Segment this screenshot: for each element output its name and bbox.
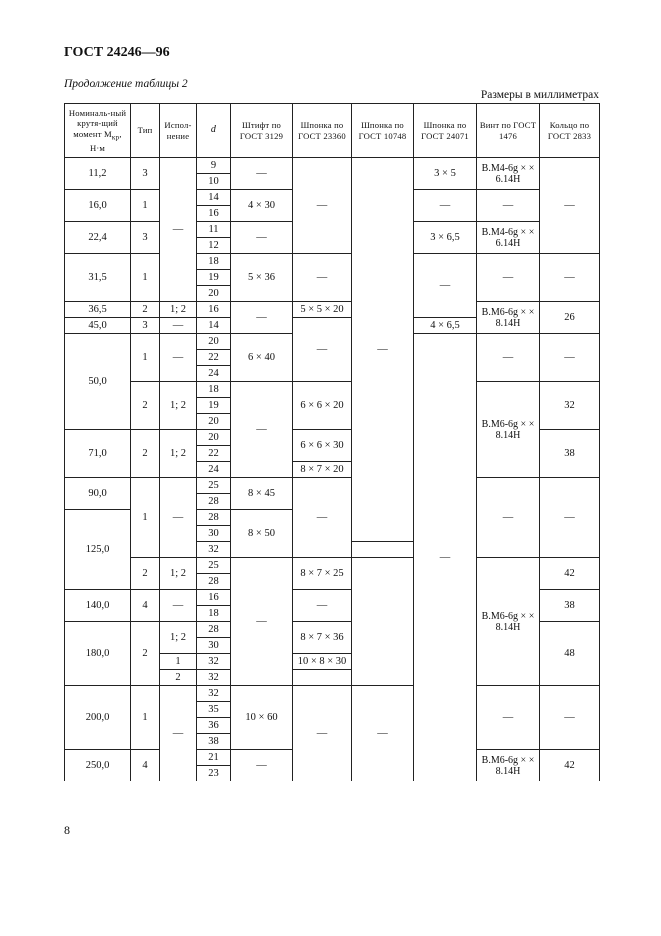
key23360-cell: 6 × 6 × 20	[293, 382, 352, 430]
torque-cell: 31,5	[65, 254, 131, 302]
d-cell: 22	[197, 446, 231, 462]
d-cell: 16	[197, 206, 231, 222]
key23360-cell: 8 × 7 × 20	[293, 462, 352, 478]
units-note: Размеры в миллиметрах	[480, 89, 599, 101]
d-cell: 25	[197, 558, 231, 574]
d-cell: 18	[197, 254, 231, 270]
d-cell: 16	[197, 590, 231, 606]
header-torque-label: Номиналь-ный крутя-щий момент M	[68, 107, 127, 139]
screw-cell: —	[477, 190, 540, 222]
type-cell: 2	[131, 622, 160, 686]
type-cell: 1	[131, 334, 160, 382]
type-cell: 2	[131, 558, 160, 590]
header-torque-unit: , Н·м	[89, 128, 122, 153]
key23360-cell	[293, 670, 352, 686]
d-cell: 28	[197, 574, 231, 590]
ring-cell: —	[540, 254, 600, 302]
key23360-cell: 6 × 6 × 30	[293, 430, 352, 462]
ring-cell: 32	[540, 382, 600, 430]
key10748-cell: —	[352, 158, 414, 542]
type-cell: 3	[131, 222, 160, 254]
ring-cell: —	[540, 686, 600, 750]
pin-cell: 6 × 40	[231, 334, 293, 382]
d-cell: 19	[197, 398, 231, 414]
key10748-cell	[352, 558, 414, 686]
table-row	[65, 254, 600, 270]
type-cell: 2	[131, 382, 160, 430]
page-number: 8	[64, 823, 70, 837]
screw-cell: —	[477, 254, 540, 302]
d-cell: 18	[197, 382, 231, 398]
key24071-cell: —	[414, 254, 477, 318]
table-row	[65, 302, 600, 318]
torque-cell: 180,0	[65, 622, 131, 686]
header-torque	[65, 104, 131, 158]
pin-cell: —	[231, 750, 293, 782]
torque-cell: 140,0	[65, 590, 131, 622]
standard-header: ГОСТ 24246—96	[64, 45, 170, 60]
table-continuation-caption: Продолжение таблицы 2	[64, 78, 188, 90]
key23360-cell: 8 × 7 × 25	[293, 558, 352, 590]
key24071-cell: —	[414, 190, 477, 222]
table-row	[65, 558, 600, 574]
d-cell: 30	[197, 526, 231, 542]
screw-cell: —	[477, 478, 540, 558]
table-header-row	[65, 104, 600, 158]
version-cell: 1; 2	[160, 558, 197, 590]
version-cell: 1; 2	[160, 622, 197, 654]
d-cell: 20	[197, 334, 231, 350]
version-cell: 1; 2	[160, 302, 197, 318]
ring-cell: 38	[540, 430, 600, 478]
header-type: Тип	[131, 104, 160, 158]
key24071-cell: 4 × 6,5	[414, 318, 477, 334]
d-cell: 35	[197, 702, 231, 718]
key23360-cell: —	[293, 158, 352, 254]
ring-cell: —	[540, 334, 600, 382]
d-cell: 14	[197, 318, 231, 334]
torque-cell: 36,5	[65, 302, 131, 318]
table-row	[65, 158, 600, 174]
d-cell: 20	[197, 430, 231, 446]
pin-cell: —	[231, 302, 293, 334]
type-cell: 4	[131, 750, 160, 782]
torque-cell: 71,0	[65, 430, 131, 478]
header-torque-sub: кр	[111, 133, 120, 142]
ring-cell: 42	[540, 750, 600, 782]
d-cell: 28	[197, 510, 231, 526]
header-screw: Винт по ГОСТ 1476	[477, 104, 540, 158]
type-cell: 1	[131, 190, 160, 222]
ring-cell: 48	[540, 622, 600, 686]
d-cell: 24	[197, 366, 231, 382]
type-cell: 3	[131, 318, 160, 334]
header-pin: Штифт по ГОСТ 3129	[231, 104, 293, 158]
ring-cell: —	[540, 478, 600, 558]
key23360-cell: —	[293, 318, 352, 382]
torque-cell: 16,0	[65, 190, 131, 222]
header-key-23360: Шпонка по ГОСТ 23360	[293, 104, 352, 158]
ring-cell: 42	[540, 558, 600, 590]
key24071-cell: 3 × 5	[414, 158, 477, 190]
type-cell: 1	[131, 478, 160, 558]
d-cell: 25	[197, 478, 231, 494]
key23360-cell: —	[293, 590, 352, 622]
key24071-cell: 3 × 6,5	[414, 222, 477, 254]
version-cell: 1; 2	[160, 382, 197, 430]
torque-cell: 22,4	[65, 222, 131, 254]
d-cell: 9	[197, 158, 231, 174]
table-row	[65, 686, 600, 702]
pin-cell: —	[231, 382, 293, 478]
d-cell: 21	[197, 750, 231, 766]
ring-cell: 38	[540, 590, 600, 622]
header-d: d	[197, 104, 231, 158]
key10748-cell: —	[352, 686, 414, 782]
d-cell: 38	[197, 734, 231, 750]
key23360-cell: —	[293, 686, 352, 782]
version-cell: —	[160, 334, 197, 382]
d-cell: 28	[197, 494, 231, 510]
type-cell: 1	[131, 254, 160, 302]
d-cell: 12	[197, 238, 231, 254]
header-ring: Кольцо по ГОСТ 2833	[540, 104, 600, 158]
type-cell: 1	[131, 686, 160, 750]
d-cell: 32	[197, 654, 231, 670]
version-cell: —	[160, 158, 197, 302]
d-cell: 10	[197, 174, 231, 190]
key24071-cell: —	[414, 334, 477, 782]
key23360-cell: 8 × 7 × 36	[293, 622, 352, 654]
d-cell: 20	[197, 414, 231, 430]
key23360-cell: 10 × 8 × 30	[293, 654, 352, 670]
torque-cell: 45,0	[65, 318, 131, 334]
torque-cell: 200,0	[65, 686, 131, 750]
header-version: Испол-нение	[160, 104, 197, 158]
torque-cell: 11,2	[65, 158, 131, 190]
type-cell: 3	[131, 158, 160, 190]
torque-cell: 125,0	[65, 510, 131, 590]
type-cell: 4	[131, 590, 160, 622]
torque-cell: 50,0	[65, 334, 131, 430]
screw-cell: В.М6-6g × × 8.14Н	[477, 750, 540, 782]
pin-cell: 10 × 60	[231, 686, 293, 750]
ring-cell: —	[540, 158, 600, 254]
d-cell: 18	[197, 606, 231, 622]
d-cell: 16	[197, 302, 231, 318]
header-key-10748: Шпонка по ГОСТ 10748	[352, 104, 414, 158]
key23360-cell: —	[293, 478, 352, 558]
pin-cell: 5 × 36	[231, 254, 293, 302]
ring-cell: 26	[540, 302, 600, 334]
torque-cell: 250,0	[65, 750, 131, 782]
pin-cell: —	[231, 558, 293, 686]
dimensions-table	[64, 103, 600, 781]
screw-cell: —	[477, 686, 540, 750]
version-cell: —	[160, 318, 197, 334]
pin-cell: 4 × 30	[231, 190, 293, 222]
key23360-cell: 5 × 5 × 20	[293, 302, 352, 318]
key23360-cell: —	[293, 254, 352, 302]
screw-cell: В.М4-6g × × 6.14Н	[477, 222, 540, 254]
screw-cell: В.М6-6g × × 8.14Н	[477, 382, 540, 478]
version-cell: 1; 2	[160, 430, 197, 478]
d-cell: 32	[197, 542, 231, 558]
table-row	[65, 478, 600, 494]
header-key-24071: Шпонка по ГОСТ 24071	[414, 104, 477, 158]
table-row	[65, 382, 600, 398]
pin-cell: 8 × 45	[231, 478, 293, 510]
d-cell: 28	[197, 622, 231, 638]
screw-cell: —	[477, 334, 540, 382]
d-cell: 32	[197, 670, 231, 686]
d-cell: 30	[197, 638, 231, 654]
d-cell: 11	[197, 222, 231, 238]
d-cell: 32	[197, 686, 231, 702]
type-cell: 2	[131, 302, 160, 318]
pin-cell: 8 × 50	[231, 510, 293, 558]
d-cell: 20	[197, 286, 231, 302]
d-cell: 23	[197, 766, 231, 782]
version-cell: —	[160, 478, 197, 558]
pin-cell: —	[231, 222, 293, 254]
d-cell: 14	[197, 190, 231, 206]
d-cell: 19	[197, 270, 231, 286]
version-cell: 2	[160, 670, 197, 686]
pin-cell: —	[231, 158, 293, 190]
version-cell: —	[160, 590, 197, 622]
screw-cell: В.М4-6g × × 6.14Н	[477, 158, 540, 190]
type-cell: 2	[131, 430, 160, 478]
d-cell: 36	[197, 718, 231, 734]
torque-cell: 90,0	[65, 478, 131, 510]
version-cell: —	[160, 686, 197, 782]
d-cell: 22	[197, 350, 231, 366]
screw-cell: В.М6-6g × × 8.14Н	[477, 558, 540, 686]
version-cell: 1	[160, 654, 197, 670]
screw-cell: В.М6-6g × × 8.14Н	[477, 302, 540, 334]
d-cell: 24	[197, 462, 231, 478]
